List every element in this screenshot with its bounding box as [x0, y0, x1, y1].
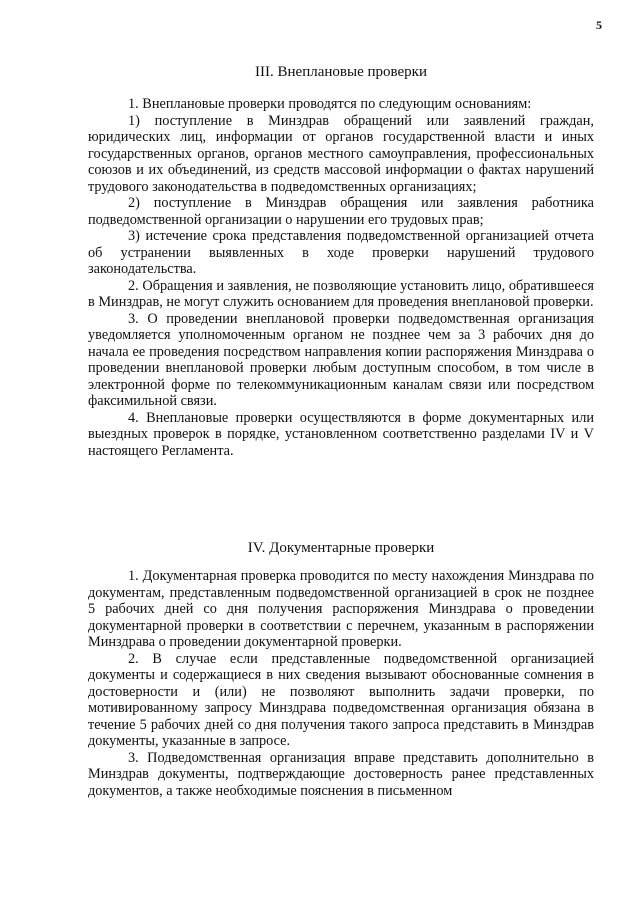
paragraph: 1. Внеплановые проверки проводятся по следующим основаниям:	[128, 96, 532, 112]
paragraph: 2. Обращения и заявления, не позволяющие установить лицо, обратившееся в Минздрав, не могут служить основанием для проведения внеплановой проверки.	[88, 277, 594, 310]
paragraph: 1. Документарная проверка проводится по месту нахождения Минздрава по документам, представленным подведомственной организацией в срок не позднее 5 рабочих дней со дня получения распоряжения Минздрава о проведении документарной проверки в соответствии с перечнем, указанным в распоряжении Минздрава о проведении документарной проверки.	[88, 568, 594, 650]
paragraph: 2) поступление в Минздрав обращения или заявления работника подведомственной организации о нарушении его трудовых прав;	[88, 195, 594, 228]
section-3-title: III. Внеплановые проверки	[255, 64, 427, 80]
paragraph: 2. В случае если представленные подведомственной организацией документы и содержащиеся в них сведения вызывают обоснованные сомнения в достоверности и (или) не позволяют выполнить задачи проверки, по мотивированному запросу Минздрава подведомственная организация обязана в течение 5 рабочих дней со дня получения такого запроса представить в Минздрав документы, указанные в запросе.	[88, 650, 594, 749]
section-3-body	[88, 96, 594, 459]
section-4-title: IV. Документарные проверки	[247, 540, 435, 556]
paragraph: 4. Внеплановые проверки осуществляются в форме документарных или выездных проверок в порядке, установленном соответственно разделами IV и V настоящего Регламента.	[88, 409, 594, 459]
paragraph: 3. О проведении внеплановой проверки подведомственная организация уведомляется уполномоченным органом не позднее чем за 3 рабочих дня до начала ее проведения посредством направления копии распоряжения Минздрава о проведении внеплановой проверки любым доступным способом, в том числе в электронной форме по телекоммуникационным каналам связи или посредством факсимильной связи.	[88, 310, 594, 409]
page-number: 5	[596, 18, 602, 32]
paragraph: 3) истечение срока представления подведомственной организацией отчета об устранении выявленных в ходе проверки нарушений трудового законодательства.	[88, 228, 594, 277]
paragraph: 1) поступление в Минздрав обращений или заявлений граждан, юридических лиц, информации от органов государственной власти и иных государственных органов, органов местного самоуправления, профессиональных союзов и их объединений, из средств массовой информации о фактах нарушений трудового законодательства в подведомственных организациях;	[88, 112, 594, 195]
section-4-body	[88, 568, 594, 799]
paragraph: 3. Подведомственная организация вправе представить дополнительно в Минздрав документы, подтверждающие достоверность ранее представленных документов, а также необходимые пояснения в письменном	[88, 749, 594, 799]
